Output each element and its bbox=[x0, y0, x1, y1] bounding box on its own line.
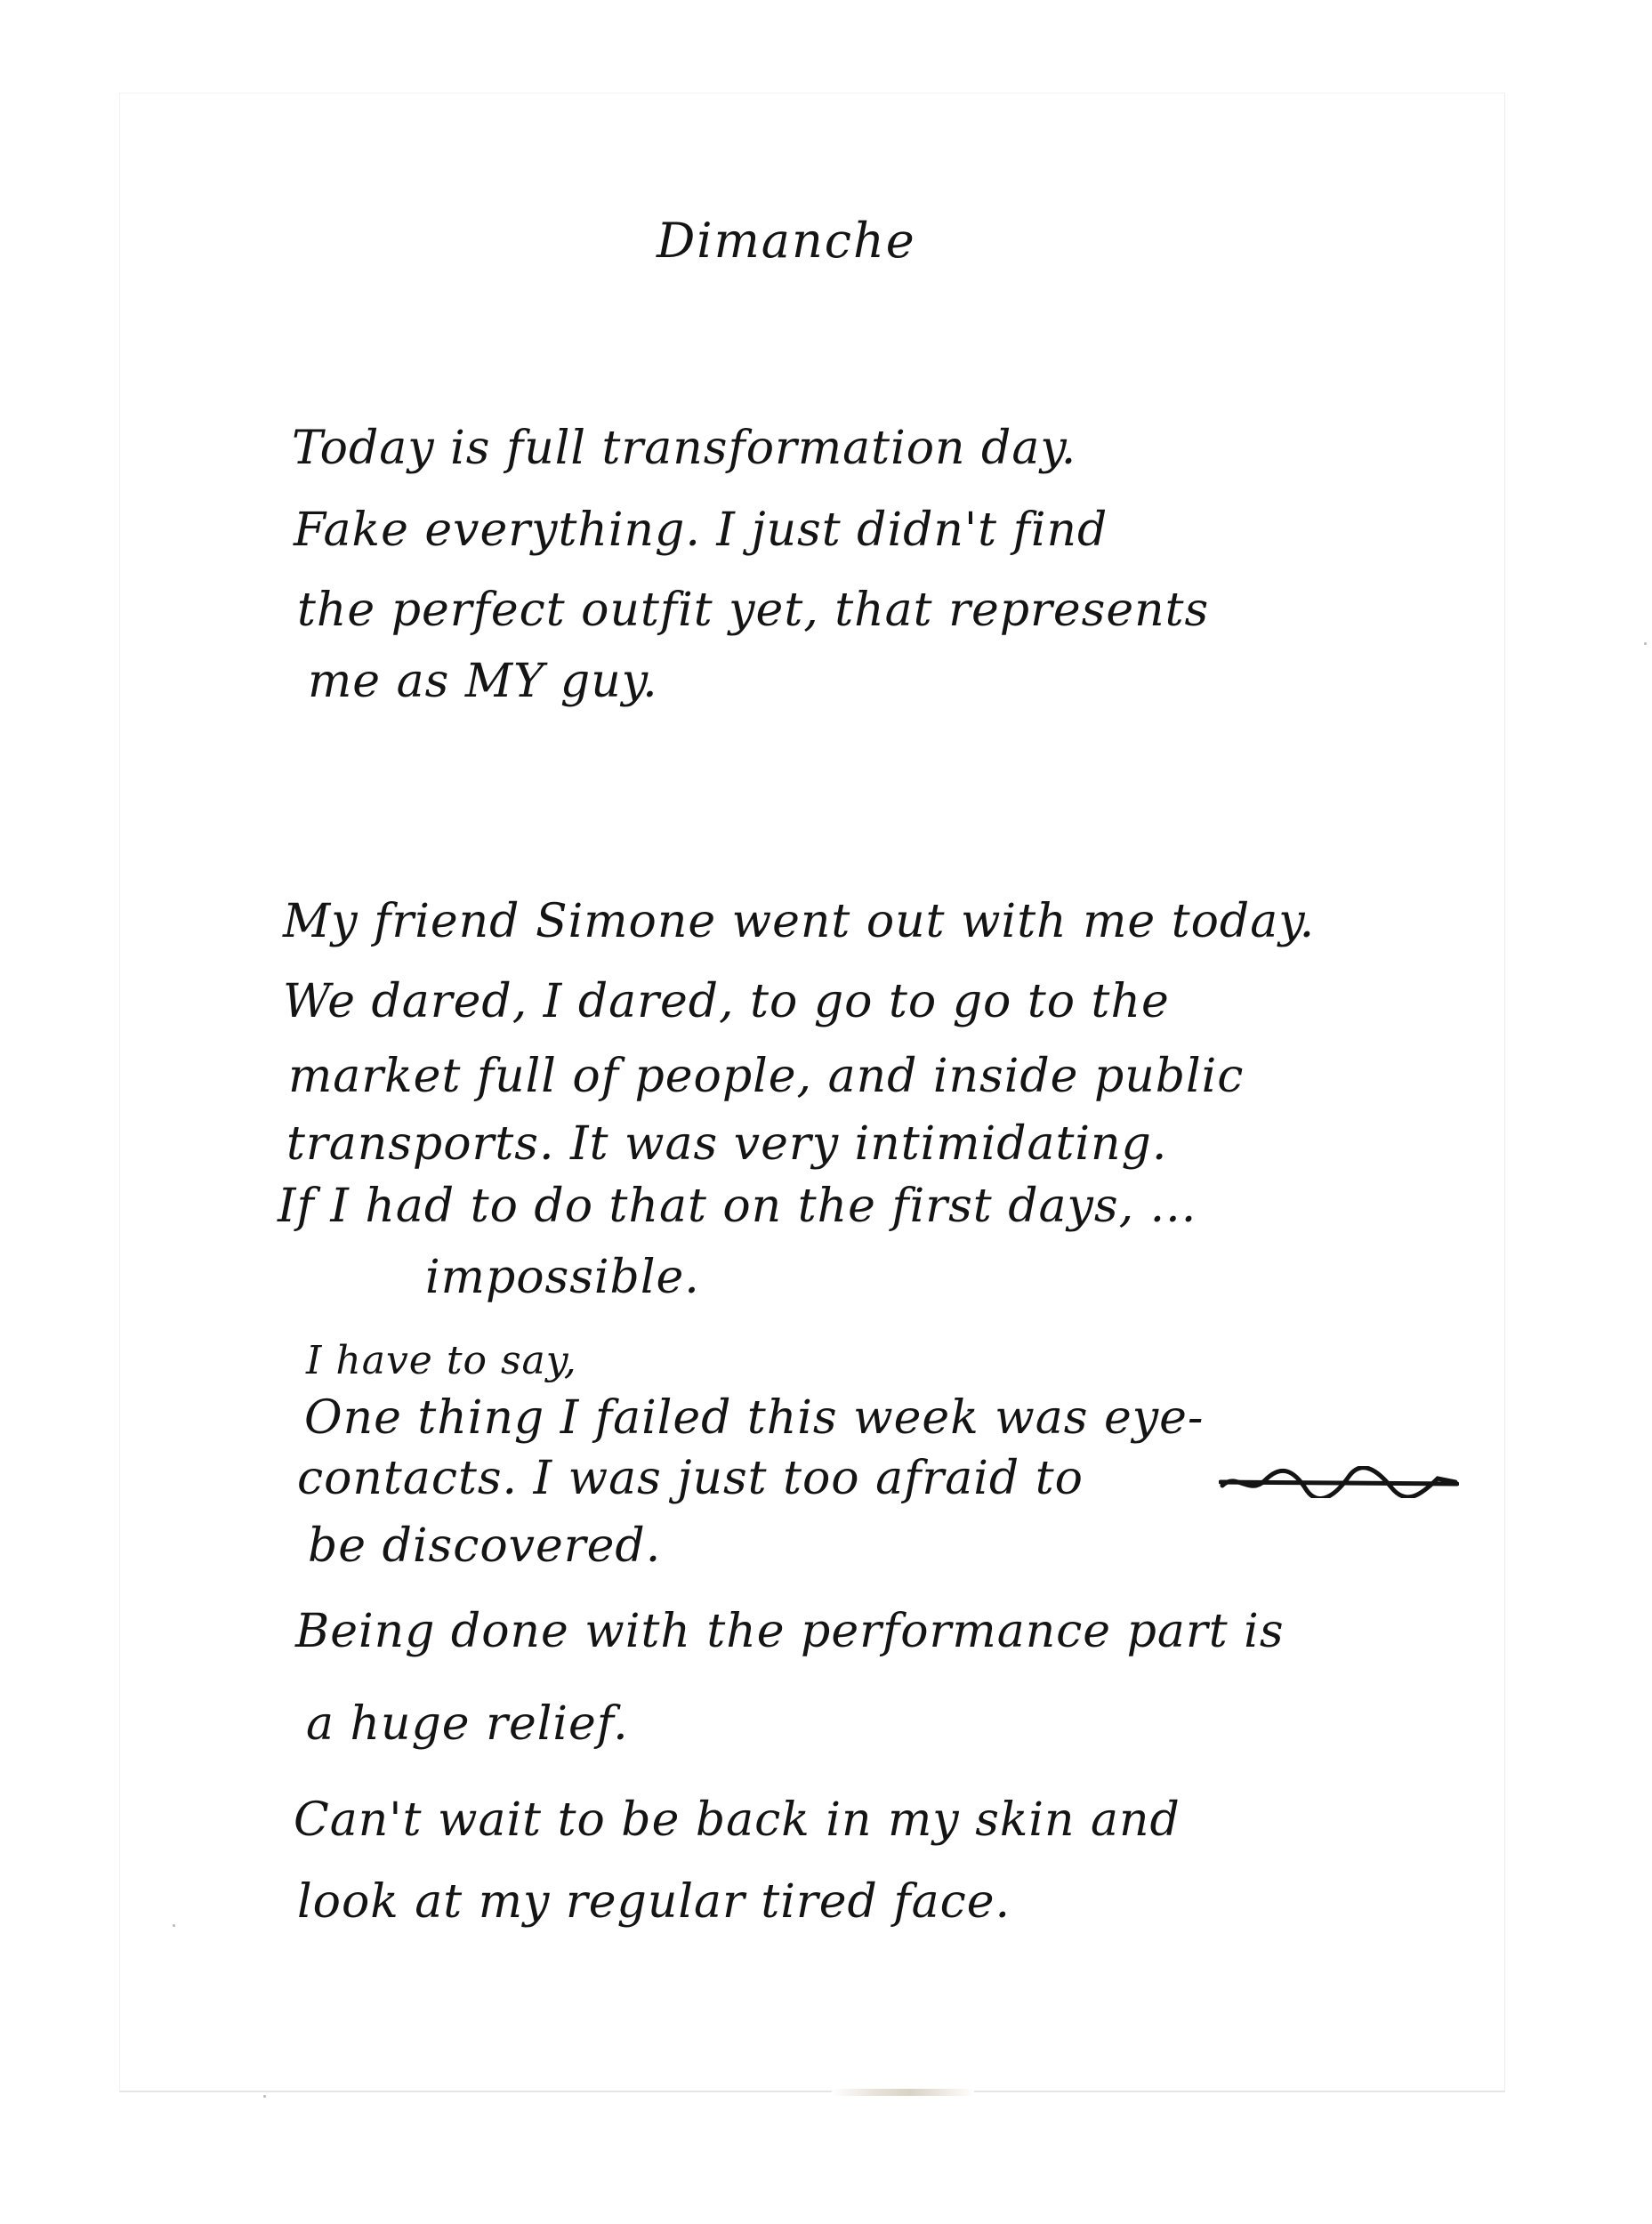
text-line: transports. It was very intimidating. bbox=[286, 1117, 1168, 1171]
paper-tear-mark bbox=[832, 2089, 974, 2096]
text-line: My friend Simone went out with me today. bbox=[283, 895, 1316, 948]
text-line: be discovered. bbox=[308, 1519, 662, 1573]
text-line: market full of people, and inside public bbox=[288, 1050, 1245, 1103]
text-line: me as MY guy. bbox=[308, 655, 658, 708]
crossed-out-word bbox=[1219, 1466, 1459, 1498]
text-line: impossible. bbox=[425, 1251, 700, 1304]
text-line: contacts. I was just too afraid to bbox=[297, 1452, 1084, 1505]
inserted-note: I have to say, bbox=[306, 1338, 577, 1383]
text-line: If I had to do that on the first days, ... bbox=[278, 1180, 1197, 1233]
text-line: Can't wait to be back in my skin and bbox=[294, 1793, 1181, 1847]
text-line: look at my regular tired face. bbox=[297, 1875, 1011, 1929]
text-line: Today is full transformation day. bbox=[292, 422, 1077, 475]
text-line: Fake everything. I just didn't find bbox=[294, 504, 1108, 557]
dust-speck bbox=[263, 2095, 266, 2098]
text-line: We dared, I dared, to go to go to the bbox=[283, 975, 1170, 1028]
text-line: a huge relief. bbox=[306, 1697, 629, 1751]
dust-speck bbox=[1644, 642, 1647, 645]
page-title: Dimanche bbox=[657, 213, 916, 269]
text-line: Being done with the performance part is bbox=[295, 1605, 1285, 1658]
text-line: the perfect outfit yet, that represents bbox=[297, 584, 1210, 637]
text-line: One thing I failed this week was eye- bbox=[304, 1391, 1205, 1445]
dust-speck bbox=[173, 1924, 175, 1927]
